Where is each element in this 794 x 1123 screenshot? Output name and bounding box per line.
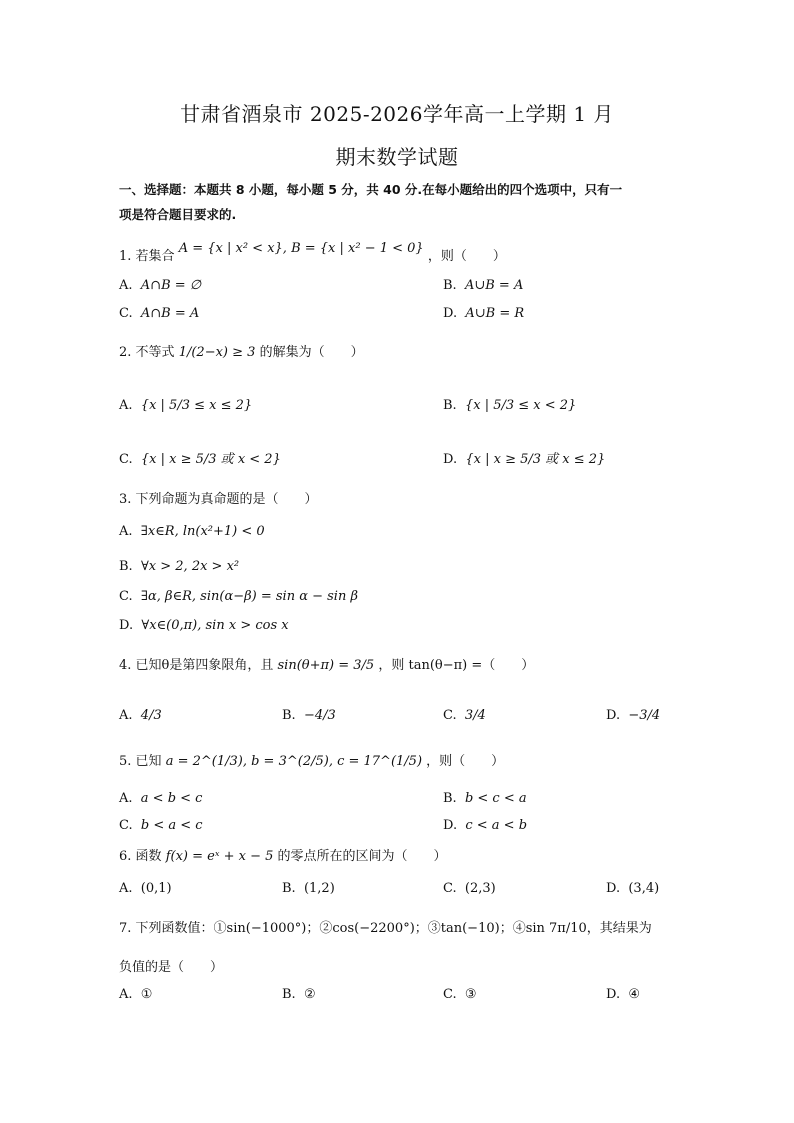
- question-stem-suffix: ，则 tan(θ−π) =（ ）: [378, 658, 535, 673]
- option-6d[interactable]: [606, 880, 659, 898]
- option-label: B.: [119, 559, 133, 574]
- option-4d[interactable]: [606, 707, 660, 725]
- document-title-line1: 甘肃省酒泉市 2025-2026学年高一上学期 1 月: [180, 102, 614, 126]
- option-2d[interactable]: [443, 451, 605, 469]
- option-4b[interactable]: [282, 707, 336, 725]
- question-4: [119, 657, 534, 675]
- question-stem-suffix: 的零点所在的区间为（ ）: [277, 849, 447, 864]
- option-label: B.: [282, 987, 296, 1002]
- option-2c[interactable]: [119, 451, 281, 469]
- option-text: b < c < a: [464, 791, 527, 806]
- question-number: 1.: [119, 249, 132, 264]
- document-title-line2: 期末数学试题: [335, 145, 459, 169]
- option-3c[interactable]: [119, 588, 358, 606]
- option-label: A.: [119, 987, 133, 1002]
- option-5d[interactable]: [443, 817, 527, 835]
- option-label: C.: [443, 987, 457, 1002]
- option-6a[interactable]: [119, 880, 172, 898]
- question-1: [119, 241, 506, 266]
- option-7a[interactable]: [119, 986, 152, 1004]
- question-stem-suffix: 的解集为（ ）: [259, 345, 364, 360]
- option-3d[interactable]: [119, 617, 289, 635]
- option-6b[interactable]: [282, 880, 335, 898]
- option-text: (3,4): [628, 881, 660, 896]
- option-4a[interactable]: [119, 707, 162, 725]
- option-label: D.: [606, 987, 621, 1002]
- option-text: ①: [140, 987, 153, 1002]
- option-text: 3/4: [464, 708, 486, 723]
- option-label: D.: [443, 452, 458, 467]
- option-label: A.: [119, 398, 133, 413]
- option-2b[interactable]: [443, 397, 576, 415]
- option-label: D.: [443, 818, 458, 833]
- option-text: ②: [303, 987, 316, 1002]
- option-text: ④: [628, 987, 641, 1002]
- option-label: B.: [443, 791, 457, 806]
- option-text: ∃x∈R, ln(x²+1) < 0: [140, 524, 265, 539]
- option-text: −3/4: [628, 708, 661, 723]
- question-number: 6.: [119, 849, 132, 864]
- option-4c[interactable]: [443, 707, 486, 725]
- option-3b[interactable]: [119, 558, 239, 576]
- option-7c[interactable]: [443, 986, 477, 1004]
- option-label: C.: [119, 306, 133, 321]
- question-stem-math: A = {x | x² < x}, B = {x | x² − 1 < 0}: [178, 241, 424, 256]
- question-stem-suffix: ，则（ ）: [426, 754, 505, 769]
- question-stem-math: a = 2^(1/3), b = 3^(2/5), c = 17^(1/5): [165, 754, 423, 769]
- question-stem-prefix: 已知: [135, 754, 162, 769]
- option-label: D.: [443, 306, 458, 321]
- option-3a[interactable]: [119, 523, 265, 541]
- option-label: B.: [443, 278, 457, 293]
- option-1a[interactable]: [119, 277, 201, 295]
- option-label: D.: [119, 618, 134, 633]
- option-1c[interactable]: [119, 305, 199, 323]
- question-stem-prefix: 不等式: [135, 345, 175, 360]
- section-heading-line1: 一、选择题：本题共 8 小题，每小题 5 分，共 40 分.在每小题给出的四个选项中，只有一: [119, 182, 623, 197]
- option-label: A.: [119, 708, 133, 723]
- question-5: [119, 753, 504, 771]
- option-label: D.: [606, 708, 621, 723]
- option-text: ③: [464, 987, 477, 1002]
- question-stem-math: 1/(2−x) ≥ 3: [178, 345, 256, 360]
- question-number: 3.: [119, 492, 132, 507]
- option-text: 4/3: [140, 708, 162, 723]
- question-number: 2.: [119, 345, 132, 360]
- question-stem: 下列命题为真命题的是（ ）: [135, 492, 318, 507]
- option-text: A∩B = ∅: [140, 278, 202, 293]
- option-5a[interactable]: [119, 790, 202, 808]
- option-label: A.: [119, 881, 133, 896]
- option-label: A.: [119, 278, 133, 293]
- option-text: (1,2): [303, 881, 335, 896]
- question-3: [119, 491, 318, 509]
- question-6: [119, 848, 447, 866]
- option-label: B.: [282, 881, 296, 896]
- question-stem-line1: 下列函数值：①sin(−1000°)；②cos(−2200°)；③tan(−10)；④sin 7π/10，其结果为: [135, 921, 652, 936]
- question-stem-prefix: 函数: [135, 849, 162, 864]
- option-label: C.: [443, 708, 457, 723]
- option-1b[interactable]: [443, 277, 523, 295]
- option-text: {x | x ≥ 5/3 或 x < 2}: [140, 452, 281, 467]
- option-text: c < a < b: [465, 818, 528, 833]
- question-stem-math: sin(θ+π) = 3/5: [277, 658, 375, 673]
- option-label: D.: [606, 881, 621, 896]
- option-label: C.: [443, 881, 457, 896]
- question-7-line2: 负值的是（ ）: [119, 960, 224, 975]
- option-label: C.: [119, 818, 133, 833]
- option-text: b < a < c: [140, 818, 203, 833]
- option-text: ∀x > 2, 2x > x²: [140, 559, 240, 574]
- question-stem-math: f(x) = eˣ + x − 5: [165, 849, 274, 864]
- question-7: [119, 920, 652, 938]
- option-5b[interactable]: [443, 790, 527, 808]
- option-6c[interactable]: [443, 880, 496, 898]
- option-2a[interactable]: [119, 397, 252, 415]
- option-text: A∪B = A: [464, 278, 524, 293]
- option-label: A.: [119, 791, 133, 806]
- option-text: {x | x ≥ 5/3 或 x ≤ 2}: [465, 452, 606, 467]
- option-text: A∩B = A: [140, 306, 200, 321]
- question-number: 4.: [119, 658, 132, 673]
- option-label: B.: [282, 708, 296, 723]
- option-1d[interactable]: [443, 305, 524, 323]
- question-2: [119, 344, 364, 362]
- option-text: {x | 5/3 ≤ x ≤ 2}: [140, 398, 253, 413]
- option-5c[interactable]: [119, 817, 203, 835]
- option-7d[interactable]: [606, 986, 640, 1004]
- option-text: ∀x∈(0,π), sin x > cos x: [141, 618, 289, 633]
- option-text: A∪B = R: [465, 306, 525, 321]
- option-text: ∃α, β∈R, sin(α−β) = sin α − sin β: [140, 589, 358, 604]
- option-text: {x | 5/3 ≤ x < 2}: [464, 398, 577, 413]
- option-label: C.: [119, 452, 133, 467]
- option-text: (0,1): [140, 881, 172, 896]
- option-label: B.: [443, 398, 457, 413]
- option-text: −4/3: [303, 708, 336, 723]
- option-label: A.: [119, 524, 133, 539]
- section-heading-line2: 项是符合题目要求的.: [119, 207, 237, 222]
- option-text: (2,3): [464, 881, 496, 896]
- question-number: 7.: [119, 921, 132, 936]
- question-stem-prefix: 已知θ是第四象限角，且: [135, 658, 274, 673]
- option-label: C.: [119, 589, 133, 604]
- option-7b[interactable]: [282, 986, 316, 1004]
- question-number: 5.: [119, 754, 132, 769]
- option-text: a < b < c: [140, 791, 203, 806]
- question-stem-suffix: ，则（ ）: [427, 249, 506, 264]
- question-stem-prefix: 若集合: [135, 249, 175, 264]
